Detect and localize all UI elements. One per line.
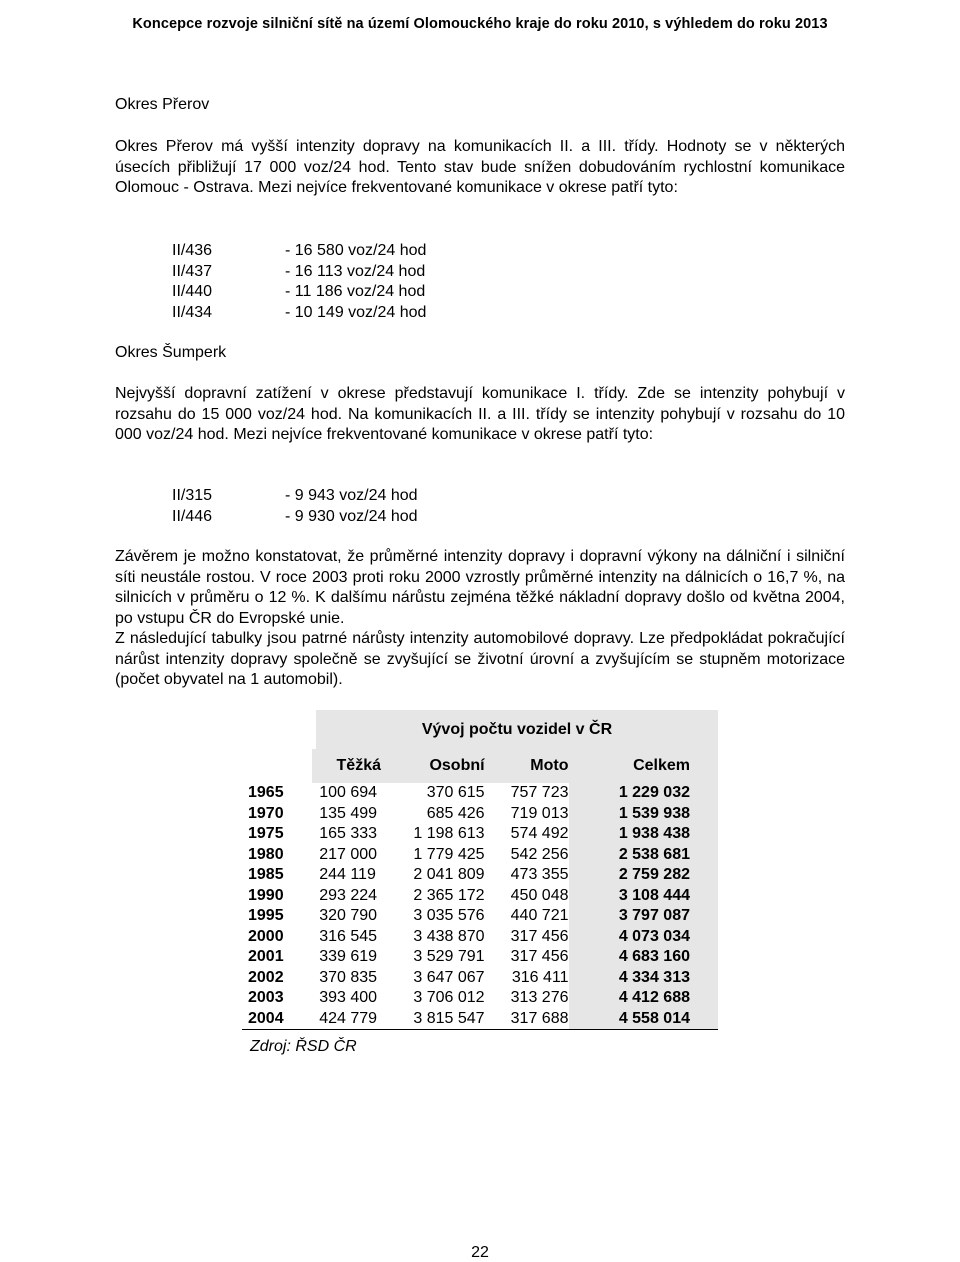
cell-osobni: 3 706 012 [413,989,485,1006]
road-row [172,282,426,303]
table-row [242,845,718,866]
road-id: II/440 [172,283,213,300]
row-year: 1995 [248,907,284,924]
cell-celkem: 4 412 688 [569,988,719,1009]
row-year: 1965 [248,784,284,801]
row-year: 1970 [248,804,284,822]
cell-tezka: 244 119 [319,866,376,883]
document-header: Koncepce rozvoje silniční sítě na území Olomouckého kraje do roku 2010, s výhledem do roku 2013 [132,16,828,32]
cell-tezka: 316 545 [319,927,378,945]
cell-moto: 316 411 [511,968,569,986]
table-row [242,988,718,1009]
road-intensity: - 10 149 voz/24 hod [285,303,427,321]
road-intensity: - 9 943 voz/24 hod [285,487,418,504]
cell-tezka: 165 333 [319,825,378,842]
cell-osobni: 3 647 067 [413,968,485,986]
header-blank [242,749,312,783]
cell-moto: 574 492 [510,825,569,842]
road-id: II/434 [172,303,213,321]
cell-osobni: 2 041 809 [413,866,485,883]
road-id: II/315 [172,487,213,504]
table-row [242,783,718,804]
row-year: 2004 [242,1009,312,1030]
cell-osobni: 3 815 547 [381,1009,485,1030]
cell-tezka: 370 835 [319,968,378,986]
row-year: 1980 [248,845,284,863]
row-year: 1975 [248,825,284,842]
road-intensity: - 16 113 voz/24 hod [285,262,426,280]
row-year: 2003 [248,989,284,1006]
row-year: 2000 [248,927,284,945]
paragraph-sumperk: Nejvyšší dopravní zatížení v okrese představují komunikace I. třídy. Zde se intenzity pohybují v rozsahu do 15 000 voz/24 hod. Na komunikacích II. a III. třídy se intenzity pohybují v rozsahu do 10 000 voz/24 hod. Mezi nejvíce frekventované komunikace v okrese patří tyto: [115,385,845,443]
cell-tezka: 320 790 [319,907,378,924]
table-row [242,865,718,886]
row-year: 1990 [248,886,284,904]
cell-tezka: 339 619 [319,948,378,965]
cell-tezka: 217 000 [319,845,378,863]
cell-osobni: 3 438 870 [413,927,485,945]
table-row [242,906,718,927]
cell-celkem: 3 797 087 [569,906,719,927]
road-intensity: - 11 186 voz/24 hod [285,283,426,300]
cell-celkem: 4 073 034 [569,927,719,948]
cell-moto: 473 355 [510,866,569,883]
section-heading-sumperk: Okres Šumperk [115,344,227,361]
table-row [242,886,718,907]
table-header-row [242,749,718,783]
row-year: 1985 [248,866,284,883]
cell-tezka: 293 224 [319,886,378,904]
cell-osobni: 370 615 [426,784,485,801]
cell-osobni: 3 529 791 [413,948,485,965]
table-row [242,824,718,845]
road-list-sumperk [172,486,418,527]
cell-osobni: 1 198 613 [413,825,485,842]
cell-tezka: 135 499 [319,804,378,822]
cell-moto: 450 048 [510,886,569,904]
vehicle-data-table [242,749,718,1030]
cell-celkem: 4 683 160 [569,947,719,968]
cell-tezka: 424 779 [312,1009,381,1030]
table-row [242,804,718,825]
road-id: II/437 [172,262,213,280]
cell-moto: 313 276 [510,989,569,1006]
cell-tezka: 100 694 [319,784,378,801]
page-number: 22 [471,1244,489,1261]
table-row [242,968,718,989]
road-id: II/436 [172,242,213,259]
cell-moto: 757 723 [510,784,569,801]
paragraph-prerov: Okres Přerov má vyšší intenzity dopravy na komunikacích II. a III. třídy. Hodnoty se v některých úsecích přibližují 17 000 voz/24 hod. Tento stav bude snížen dobudováním rychlostní komunikace Olomouc - Ostrava. Mezi nejvíce frekventované komunikace v okrese patří tyto: [115,138,845,196]
cell-celkem: 2 759 282 [569,865,719,886]
cell-moto: 719 013 [510,804,569,822]
road-list-prerov [172,241,426,323]
column-header-celkem: Celkem [569,749,719,783]
table-row [242,1009,718,1030]
cell-osobni: 1 779 425 [413,845,485,863]
cell-celkem: 4 334 313 [569,968,719,989]
paragraph-table-intro: Z následující tabulky jsou patrné nárůsty intenzity automobilové dopravy. Lze předpokládat pokračující nárůst intenzity dopravy společně se zvyšující se životní úrovní a zvyšujícím se stupněm motorizace (počet obyvatel na 1 automobil). [115,630,845,688]
cell-celkem: 1 938 438 [569,824,719,845]
cell-osobni: 3 035 576 [413,907,485,924]
cell-osobni: 685 426 [426,804,485,822]
row-year: 2001 [248,948,284,965]
road-intensity: - 9 930 voz/24 hod [285,507,418,525]
road-row [172,486,418,507]
cell-celkem: 3 108 444 [569,886,719,907]
cell-moto: 317 688 [485,1009,569,1030]
column-header-osobni: Osobní [381,749,485,783]
vehicle-table [242,710,718,1030]
column-header-tezka: Těžká [312,749,381,783]
table-title: Vývoj počtu vozidel v ČR [316,710,718,749]
cell-celkem: 1 229 032 [569,783,719,804]
road-row [172,303,426,324]
table-source: Zdroj: ŘSD ČR [250,1038,357,1055]
cell-moto: 440 721 [510,907,569,924]
road-row [172,262,426,283]
cell-celkem: 4 558 014 [569,1009,719,1030]
table-row [242,947,718,968]
road-intensity: - 16 580 voz/24 hod [285,242,427,259]
table-row [242,927,718,948]
road-id: II/446 [172,507,213,525]
section-heading-prerov: Okres Přerov [115,96,210,113]
cell-moto: 542 256 [510,845,569,863]
cell-moto: 317 456 [510,948,569,965]
cell-celkem: 2 538 681 [569,845,719,866]
cell-celkem: 1 539 938 [569,804,719,825]
row-year: 2002 [248,968,284,986]
cell-moto: 317 456 [510,927,569,945]
paragraph-conclusion: Závěrem je možno konstatovat, že průměrné intenzity dopravy i dopravní výkony na dálniční i silniční síti neustále rostou. V roce 2003 proti roku 2000 vzrostly průměrné intenzity na dálnicích o 16,7 %, na silnicích v průměru o 12 %. K dalšímu nárůstu zejména těžké nákladní dopravy došlo od května 2004, po vstupu ČR do Evropské unie. [115,548,845,627]
cell-osobni: 2 365 172 [413,886,485,904]
road-row [172,507,418,528]
cell-tezka: 393 400 [319,989,378,1006]
road-row [172,241,426,262]
column-header-moto: Moto [485,749,569,783]
